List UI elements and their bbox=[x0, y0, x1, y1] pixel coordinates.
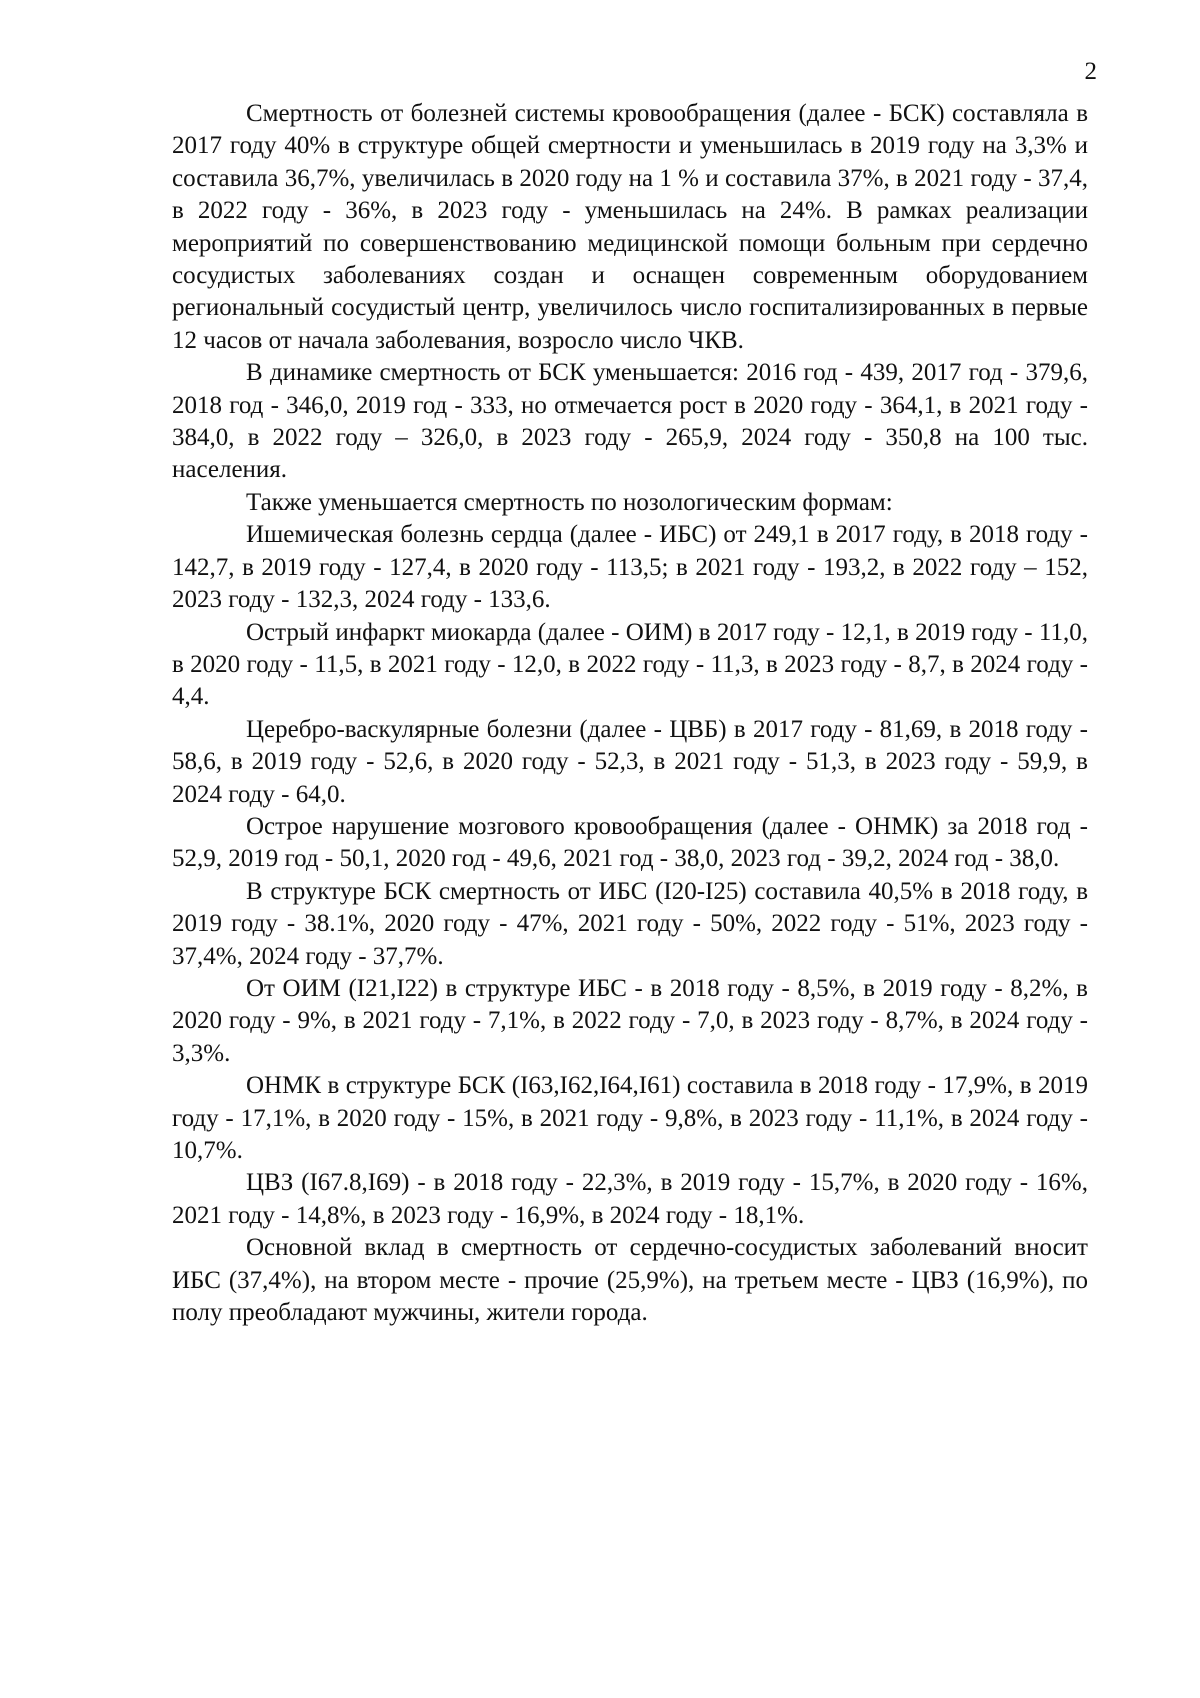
paragraph-ibs: Ишемическая болезнь сердца (далее - ИБС) от 249,1 в 2017 году, в 2018 году - 142,7, в 2019 году - 127,4, в 2020 году - 113,5; в 2021 году - 193,2, в 2022 году – 152, 2023 году - 132,3, 2024 году - 133,6. bbox=[172, 521, 1088, 614]
paragraph-ibs-share: В структуре БСК смертность от ИБС (I20-I25) составила 40,5% в 2018 году, в 2019 году - 38.1%, 2020 году - 47%, 2021 году - 50%, 2022 году - 51%, 2023 году - 37,4%, 2024 году - 37,7%. bbox=[172, 877, 1088, 970]
paragraph-oim-share: От ОИМ (I21,I22) в структуре ИБС - в 2018 году - 8,5%, в 2019 году - 8,2%, в 2020 году - 9%, в 2021 году - 7,1%, в 2022 году - 7,0, в 2023 году - 8,7%, в 2024 году - 3,3%. bbox=[172, 974, 1088, 1067]
paragraph-main-contribution: Основной вклад в смертность от сердечно-сосудистых заболеваний вносит ИБС (37,4%), на втором месте - прочие (25,9%), на третьем месте - ЦВЗ (16,9%), по полу преобладают мужчины, жители города. bbox=[172, 1234, 1088, 1327]
paragraph-bsk-dynamics: В динамике смертность от БСК уменьшается: 2016 год - 439, 2017 год - 379,6, 2018 год - 346,0, 2019 год - 333, но отмечается рост в 2020 году - 364,1, в 2021 году - 384,0, в 2022 году – 326,0, в 2023 году - 265,9, 2024 году - 350,8 на 100 тыс. населения. bbox=[172, 359, 1088, 484]
document-body bbox=[172, 98, 1088, 1329]
paragraph-cvz-share: ЦВЗ (I67.8,I69) - в 2018 году - 22,3%, в 2019 году - 15,7%, в 2020 году - 16%, 2021 году - 14,8%, в 2023 году - 16,9%, в 2024 году - 18,1%. bbox=[172, 1169, 1088, 1229]
paragraph-bsk-structure: Смертность от болезней системы кровообращения (далее - БСК) составляла в 2017 году 40% в структуре общей смертности и уменьшилась в 2019 году на 3,3% и составила 36,7%, увеличилась в 2020 году на 1 % и составила 37%, в 2021 году - 37,4, в 2022 году - 36%, в 2023 году - уменьшилась на 24%. В рамках реализации мероприятий по совершенствованию медицинской помощи больным при сердечно сосудистых заболеваниях создан и оснащен современным оборудованием региональный сосудистый центр, увеличилось число госпитализированных в первые 12 часов от начала заболевания, возросло число ЧКВ. bbox=[172, 100, 1088, 354]
paragraph-cvb: Церебро-васкулярные болезни (далее - ЦВБ) в 2017 году - 81,69, в 2018 году - 58,6, в 2019 году - 52,6, в 2020 году - 52,3, в 2021 году - 51,3, в 2023 году - 59,9, в 2024 году - 64,0. bbox=[172, 715, 1088, 808]
paragraph-onmk: Острое нарушение мозгового кровообращения (далее - ОНМК) за 2018 год - 52,9, 2019 год - 50,1, 2020 год - 49,6, 2021 год - 38,0, 2023 год - 39,2, 2024 год - 38,0. bbox=[172, 812, 1088, 873]
paragraph-oim: Острый инфаркт миокарда (далее - ОИМ) в 2017 году - 12,1, в 2019 году - 11,0, в 2020 году - 11,5, в 2021 году - 12,0, в 2022 году - 11,3, в 2023 году - 8,7, в 2024 году - 4,4. bbox=[172, 618, 1088, 711]
page-number: 2 bbox=[1084, 58, 1097, 85]
paragraph-onmk-share: ОНМК в структуре БСК (I63,I62,I64,I61) составила в 2018 году - 17,9%, в 2019 году - 17,1%, в 2020 году - 15%, в 2021 году - 9,8%, в 2023 году - 11,1%, в 2024 году - 10,7%. bbox=[172, 1072, 1088, 1164]
paragraph-nosological-forms: Также уменьшается смертность по нозологическим формам: bbox=[246, 488, 893, 516]
